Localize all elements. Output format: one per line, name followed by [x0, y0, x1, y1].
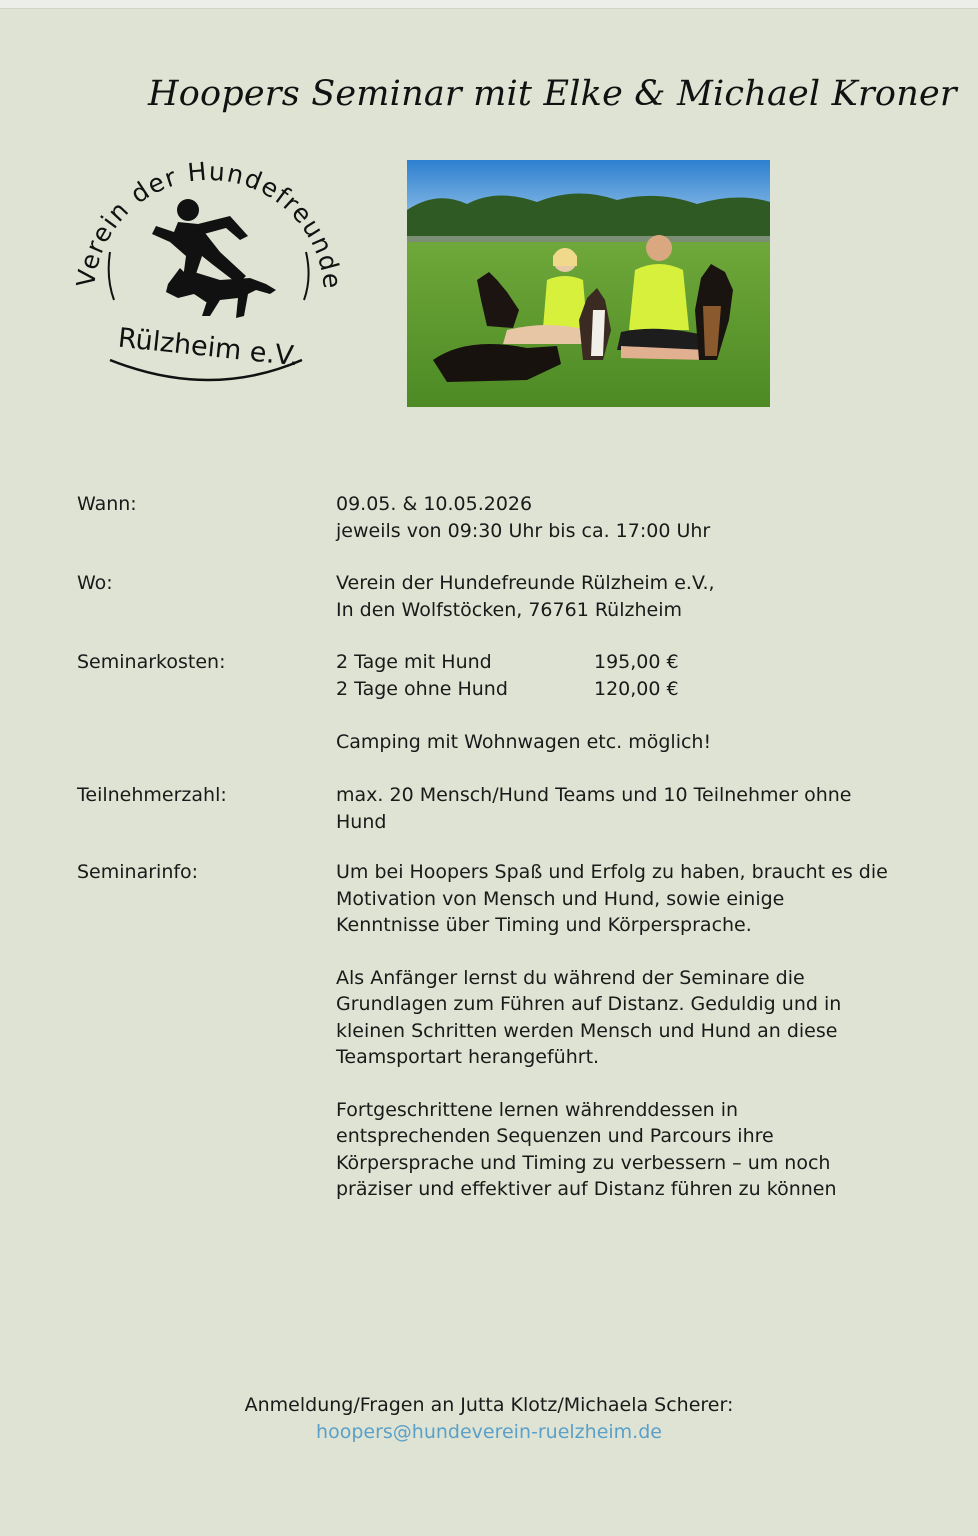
logo-arc-text: Verein der Hundefreunde	[71, 160, 348, 292]
label-seminarkosten: Seminarkosten:	[77, 651, 226, 673]
info-line: Teamsportart herangeführt.	[336, 1046, 600, 1068]
label-seminarinfo: Seminarinfo:	[77, 861, 199, 883]
logo-bottom-text: Rülzheim e.V.	[116, 322, 300, 373]
dog-icon	[166, 268, 276, 318]
cost-item-name: 2 Tage ohne Hund	[336, 677, 508, 700]
label-wo: Wo:	[77, 572, 113, 594]
contact-text: Anmeldung/Fragen an Jutta Klotz/Michaela Scherer:	[244, 1394, 734, 1416]
club-logo	[70, 160, 350, 390]
label-teilnehmerzahl: Teilnehmerzahl:	[77, 784, 227, 806]
info-line: Um bei Hoopers Spaß und Erfolg zu haben, braucht es die	[336, 861, 888, 883]
email-link[interactable]: hoopers@hundeverein-ruelzheim.de	[316, 1421, 662, 1443]
info-line: kleinen Schritten werden Mensch und Hund an diese	[336, 1019, 838, 1042]
cost-item-price: 120,00 €	[594, 677, 679, 700]
info-line: Als Anfänger lernst du während der Seminare die	[336, 966, 805, 989]
info-line: Körpersprache und Timing zu verbessern – um noch	[336, 1151, 831, 1174]
wo-venue: Verein der Hundefreunde Rülzheim e.V.,	[336, 572, 715, 594]
top-bar	[0, 0, 978, 9]
cost-item	[336, 676, 911, 703]
wann-times: jeweils von 09:30 Uhr bis ca. 17:00 Uhr	[336, 519, 711, 542]
teilnehmer-line1: max. 20 Mensch/Hund Teams und 10 Teilnehmer ohne	[336, 784, 852, 806]
label-wann: Wann:	[77, 493, 137, 515]
cost-item	[336, 649, 911, 676]
info-line: Kenntnisse über Timing und Körpersprache.	[336, 914, 752, 936]
info-line: entsprechenden Sequenzen und Parcours ihre	[336, 1125, 774, 1147]
wann-dates: 09.05. & 10.05.2026	[336, 493, 533, 515]
info-line: Fortgeschrittene lernen währenddessen in	[336, 1098, 739, 1121]
cost-item-price: 195,00 €	[594, 651, 679, 673]
camping-note: Camping mit Wohnwagen etc. möglich!	[336, 730, 712, 753]
info-line: Grundlagen zum Führen auf Distanz. Geduldig und in	[336, 993, 842, 1015]
wo-address: In den Wolfstöcken, 76761 Rülzheim	[336, 598, 682, 621]
team-photo	[407, 160, 770, 407]
info-line: präziser und effektiver auf Distanz führen zu können	[336, 1178, 837, 1200]
cost-item-name: 2 Tage mit Hund	[336, 651, 492, 673]
info-line: Motivation von Mensch und Hund, sowie einige	[336, 887, 785, 910]
teilnehmer-line2: Hund	[336, 810, 387, 833]
footer	[0, 1392, 978, 1446]
page-title: Hoopers Seminar mit Elke & Michael Kroner	[148, 74, 957, 114]
